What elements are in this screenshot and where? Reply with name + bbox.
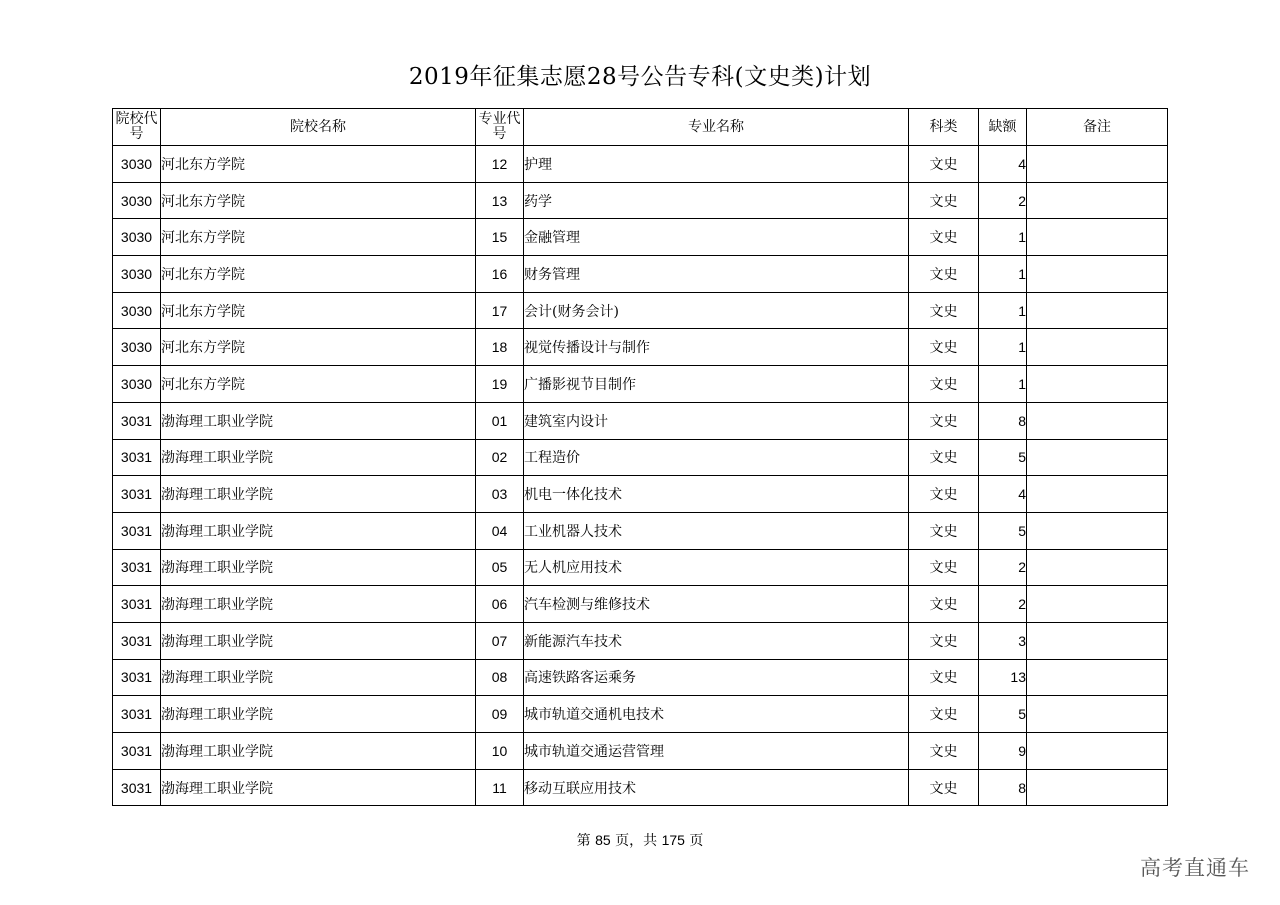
cell-major-name: 护理 [524, 146, 909, 183]
header-category: 科类 [909, 109, 979, 146]
cell-major-name: 无人机应用技术 [524, 549, 909, 586]
cell-major-code: 01 [476, 402, 524, 439]
cell-major-code: 12 [476, 146, 524, 183]
cell-remarks [1027, 769, 1168, 806]
table-row [113, 769, 1168, 806]
cell-remarks [1027, 733, 1168, 770]
cell-major-code: 18 [476, 329, 524, 366]
cell-category: 文史 [909, 659, 979, 696]
cell-school-name: 渤海理工职业学院 [161, 622, 476, 659]
cell-remarks [1027, 366, 1168, 403]
cell-school-code: 3031 [113, 769, 161, 806]
table-row [113, 256, 1168, 293]
table-row [113, 402, 1168, 439]
cell-category: 文史 [909, 733, 979, 770]
cell-school-name: 河北东方学院 [161, 219, 476, 256]
footer-total-pages: 175 [661, 832, 685, 848]
cell-category: 文史 [909, 769, 979, 806]
header-major-name: 专业名称 [524, 109, 909, 146]
cell-major-name: 工业机器人技术 [524, 512, 909, 549]
cell-vacancy: 1 [979, 292, 1027, 329]
cell-remarks [1027, 549, 1168, 586]
cell-remarks [1027, 146, 1168, 183]
cell-remarks [1027, 622, 1168, 659]
cell-category: 文史 [909, 622, 979, 659]
cell-category: 文史 [909, 696, 979, 733]
cell-major-code: 13 [476, 182, 524, 219]
table-row [113, 549, 1168, 586]
table-header-row [113, 109, 1168, 146]
cell-major-code: 16 [476, 256, 524, 293]
cell-category: 文史 [909, 439, 979, 476]
cell-major-code: 09 [476, 696, 524, 733]
cell-category: 文史 [909, 329, 979, 366]
header-vacancy: 缺额 [979, 109, 1027, 146]
cell-major-name: 会计(财务会计) [524, 292, 909, 329]
header-school-code: 院校代号 [113, 109, 161, 146]
cell-school-name: 河北东方学院 [161, 366, 476, 403]
cell-school-code: 3030 [113, 329, 161, 366]
cell-school-code: 3031 [113, 512, 161, 549]
cell-category: 文史 [909, 292, 979, 329]
cell-category: 文史 [909, 366, 979, 403]
cell-school-name: 渤海理工职业学院 [161, 696, 476, 733]
cell-vacancy: 4 [979, 146, 1027, 183]
cell-major-name: 汽车检测与维修技术 [524, 586, 909, 623]
cell-school-name: 河北东方学院 [161, 256, 476, 293]
cell-school-name: 渤海理工职业学院 [161, 769, 476, 806]
cell-major-name: 工程造价 [524, 439, 909, 476]
cell-category: 文史 [909, 182, 979, 219]
footer-page-number: 85 [595, 832, 611, 848]
cell-category: 文史 [909, 402, 979, 439]
cell-school-code: 3030 [113, 366, 161, 403]
table-row [113, 586, 1168, 623]
cell-category: 文史 [909, 256, 979, 293]
cell-remarks [1027, 402, 1168, 439]
cell-vacancy: 2 [979, 549, 1027, 586]
cell-school-name: 渤海理工职业学院 [161, 402, 476, 439]
cell-remarks [1027, 659, 1168, 696]
cell-category: 文史 [909, 476, 979, 513]
cell-major-code: 03 [476, 476, 524, 513]
table-row [113, 439, 1168, 476]
cell-vacancy: 3 [979, 622, 1027, 659]
cell-vacancy: 9 [979, 733, 1027, 770]
cell-major-code: 08 [476, 659, 524, 696]
cell-school-name: 河北东方学院 [161, 329, 476, 366]
cell-remarks [1027, 182, 1168, 219]
cell-school-name: 河北东方学院 [161, 182, 476, 219]
cell-major-code: 06 [476, 586, 524, 623]
cell-major-code: 17 [476, 292, 524, 329]
cell-remarks [1027, 439, 1168, 476]
cell-school-code: 3031 [113, 549, 161, 586]
cell-category: 文史 [909, 219, 979, 256]
cell-major-name: 城市轨道交通运营管理 [524, 733, 909, 770]
cell-school-code: 3031 [113, 696, 161, 733]
cell-school-name: 渤海理工职业学院 [161, 733, 476, 770]
cell-remarks [1027, 512, 1168, 549]
cell-school-code: 3031 [113, 659, 161, 696]
cell-major-code: 19 [476, 366, 524, 403]
cell-major-name: 移动互联应用技术 [524, 769, 909, 806]
table-row [113, 696, 1168, 733]
page-footer [0, 830, 1280, 850]
plan-table [112, 108, 1168, 806]
cell-vacancy: 2 [979, 182, 1027, 219]
cell-remarks [1027, 586, 1168, 623]
cell-major-name: 药学 [524, 182, 909, 219]
footer-middle: 页，共 [615, 833, 658, 849]
cell-school-code: 3030 [113, 292, 161, 329]
cell-vacancy: 4 [979, 476, 1027, 513]
cell-major-name: 高速铁路客运乘务 [524, 659, 909, 696]
cell-remarks [1027, 476, 1168, 513]
cell-school-name: 渤海理工职业学院 [161, 439, 476, 476]
cell-school-name: 渤海理工职业学院 [161, 586, 476, 623]
cell-category: 文史 [909, 586, 979, 623]
cell-major-code: 10 [476, 733, 524, 770]
cell-school-code: 3031 [113, 586, 161, 623]
table-row [113, 512, 1168, 549]
cell-major-name: 新能源汽车技术 [524, 622, 909, 659]
cell-vacancy: 8 [979, 402, 1027, 439]
footer-prefix: 第 [576, 833, 591, 849]
cell-vacancy: 1 [979, 256, 1027, 293]
cell-major-code: 04 [476, 512, 524, 549]
page-title: 2019年征集志愿28号公告专科(文史类)计划 [408, 64, 872, 90]
cell-school-code: 3031 [113, 476, 161, 513]
cell-school-name: 河北东方学院 [161, 146, 476, 183]
cell-major-code: 05 [476, 549, 524, 586]
table-row [113, 733, 1168, 770]
table-row [113, 659, 1168, 696]
cell-vacancy: 5 [979, 439, 1027, 476]
cell-category: 文史 [909, 549, 979, 586]
cell-school-code: 3031 [113, 402, 161, 439]
cell-school-code: 3030 [113, 146, 161, 183]
table-row [113, 182, 1168, 219]
table-row [113, 219, 1168, 256]
cell-major-name: 金融管理 [524, 219, 909, 256]
cell-vacancy: 1 [979, 219, 1027, 256]
cell-school-name: 渤海理工职业学院 [161, 549, 476, 586]
cell-major-name: 建筑室内设计 [524, 402, 909, 439]
cell-remarks [1027, 696, 1168, 733]
cell-vacancy: 5 [979, 512, 1027, 549]
cell-major-name: 机电一体化技术 [524, 476, 909, 513]
header-major-code: 专业代号 [476, 109, 524, 146]
cell-major-code: 07 [476, 622, 524, 659]
cell-major-name: 视觉传播设计与制作 [524, 329, 909, 366]
cell-remarks [1027, 292, 1168, 329]
cell-vacancy: 8 [979, 769, 1027, 806]
cell-school-name: 渤海理工职业学院 [161, 512, 476, 549]
table-row [113, 476, 1168, 513]
cell-major-code: 15 [476, 219, 524, 256]
watermark-logo: 高考直通车 [1140, 856, 1250, 880]
cell-category: 文史 [909, 146, 979, 183]
cell-major-code: 11 [476, 769, 524, 806]
cell-school-code: 3031 [113, 439, 161, 476]
cell-school-code: 3031 [113, 622, 161, 659]
cell-vacancy: 2 [979, 586, 1027, 623]
cell-vacancy: 1 [979, 329, 1027, 366]
cell-school-code: 3030 [113, 219, 161, 256]
cell-school-code: 3030 [113, 182, 161, 219]
table-row [113, 366, 1168, 403]
cell-major-name: 广播影视节目制作 [524, 366, 909, 403]
cell-remarks [1027, 329, 1168, 366]
header-school-name: 院校名称 [161, 109, 476, 146]
cell-category: 文史 [909, 512, 979, 549]
cell-major-name: 财务管理 [524, 256, 909, 293]
cell-remarks [1027, 219, 1168, 256]
table-row [113, 329, 1168, 366]
cell-major-code: 02 [476, 439, 524, 476]
cell-major-name: 城市轨道交通机电技术 [524, 696, 909, 733]
cell-remarks [1027, 256, 1168, 293]
header-remarks: 备注 [1027, 109, 1168, 146]
cell-vacancy: 13 [979, 659, 1027, 696]
cell-vacancy: 5 [979, 696, 1027, 733]
cell-school-name: 渤海理工职业学院 [161, 659, 476, 696]
cell-school-name: 渤海理工职业学院 [161, 476, 476, 513]
cell-school-code: 3030 [113, 256, 161, 293]
cell-school-name: 河北东方学院 [161, 292, 476, 329]
table-row [113, 622, 1168, 659]
table-row [113, 292, 1168, 329]
cell-school-code: 3031 [113, 733, 161, 770]
footer-suffix: 页 [689, 833, 704, 849]
cell-vacancy: 1 [979, 366, 1027, 403]
table-row [113, 146, 1168, 183]
